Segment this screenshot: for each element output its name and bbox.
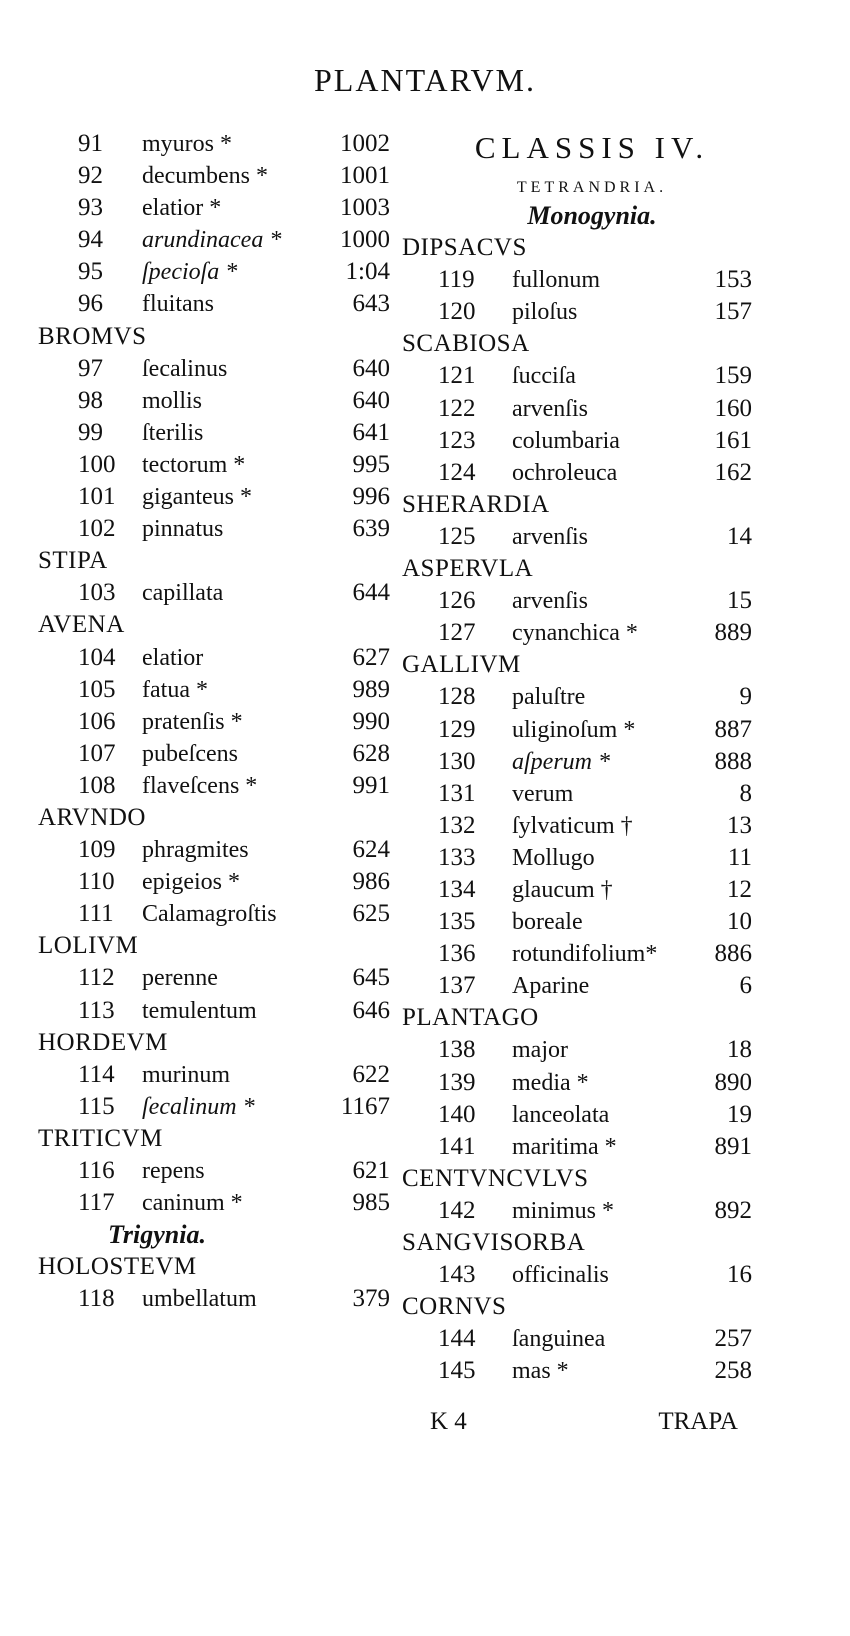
page-reference: 887 bbox=[714, 715, 752, 743]
index-entry bbox=[402, 1034, 782, 1066]
index-entry bbox=[402, 1131, 782, 1163]
species-name: columbaria bbox=[512, 427, 620, 454]
species-name: decumbens * bbox=[142, 163, 268, 190]
index-entry bbox=[38, 385, 398, 417]
genus-heading: STIPA bbox=[38, 547, 108, 575]
entry-number: 93 bbox=[78, 194, 103, 222]
page-reference: 1002 bbox=[340, 130, 390, 157]
index-entry bbox=[402, 938, 782, 970]
species-name: verum bbox=[512, 780, 574, 807]
page-reference: 19 bbox=[727, 1100, 752, 1128]
index-entry bbox=[402, 970, 782, 1002]
index-entry bbox=[38, 1059, 398, 1091]
genus-heading: PLANTAGO bbox=[402, 1004, 539, 1032]
page-reference: 628 bbox=[352, 739, 390, 767]
index-entry bbox=[402, 1355, 782, 1387]
entry-number: 139 bbox=[438, 1068, 476, 1096]
index-entry bbox=[38, 513, 398, 545]
index-entry bbox=[402, 842, 782, 874]
entry-number: 123 bbox=[438, 426, 476, 454]
entry-number: 136 bbox=[438, 940, 476, 968]
entry-number: 102 bbox=[78, 515, 116, 543]
page-reference: 996 bbox=[352, 483, 390, 511]
entry-number: 128 bbox=[438, 683, 476, 711]
page-reference: 889 bbox=[714, 619, 752, 647]
left-column bbox=[38, 128, 398, 1315]
page-reference: 990 bbox=[352, 707, 390, 735]
entry-number: 114 bbox=[78, 1060, 115, 1088]
section-heading: Trigynia. bbox=[108, 1220, 206, 1250]
page-reference: 1003 bbox=[340, 194, 390, 222]
entry-number: 113 bbox=[78, 996, 115, 1024]
species-name: pinnatus bbox=[142, 516, 224, 543]
entry-number: 97 bbox=[78, 354, 103, 382]
species-name: rotundifolium* bbox=[512, 941, 658, 968]
genus-heading: ASPERVLA bbox=[402, 555, 534, 583]
page-reference: 153 bbox=[714, 266, 752, 294]
index-entry bbox=[38, 192, 398, 224]
entry-number: 106 bbox=[78, 707, 116, 735]
section-heading: Monogynia. bbox=[527, 201, 657, 230]
index-entry bbox=[38, 256, 398, 288]
entry-number: 101 bbox=[78, 483, 116, 511]
entry-number: 127 bbox=[438, 619, 476, 647]
index-entry bbox=[38, 866, 398, 898]
entry-number: 140 bbox=[438, 1100, 476, 1128]
page-reference: 991 bbox=[352, 771, 390, 799]
page-reference: 643 bbox=[352, 290, 390, 318]
entry-number: 124 bbox=[438, 458, 476, 486]
entry-number: 109 bbox=[78, 836, 116, 864]
genus-heading: SANGVISORBA bbox=[402, 1229, 586, 1256]
page-reference: 640 bbox=[352, 386, 390, 414]
genus-heading: CENTVNCVLVS bbox=[402, 1164, 589, 1192]
species-name: epigeios * bbox=[142, 869, 240, 896]
species-name: mollis bbox=[142, 387, 203, 414]
page-reference: 645 bbox=[352, 964, 390, 992]
species-name: repens bbox=[142, 1158, 205, 1184]
species-name: flaveſcens * bbox=[142, 772, 258, 799]
index-entry bbox=[402, 874, 782, 906]
page-reference: 985 bbox=[352, 1189, 390, 1217]
page-reference: 989 bbox=[352, 675, 390, 703]
page-header-title: PLANTARVM. bbox=[314, 62, 536, 98]
index-entry bbox=[402, 810, 782, 842]
entry-number: 125 bbox=[438, 522, 476, 550]
index-entry bbox=[38, 706, 398, 738]
index-entry bbox=[402, 1259, 782, 1291]
entry-number: 107 bbox=[78, 739, 116, 767]
species-name: arvenſis bbox=[512, 395, 588, 422]
index-entry bbox=[38, 1091, 398, 1123]
species-name: perenne bbox=[142, 965, 218, 992]
page-reference: 639 bbox=[352, 515, 390, 543]
entry-number: 138 bbox=[438, 1036, 476, 1064]
page-reference: 11 bbox=[727, 843, 752, 871]
species-name: mas * bbox=[512, 1358, 569, 1385]
species-name: fatua * bbox=[142, 676, 208, 703]
entry-number: 119 bbox=[438, 266, 475, 294]
species-name: elatior * bbox=[142, 195, 222, 222]
index-entry bbox=[38, 995, 398, 1027]
index-entry bbox=[38, 1155, 398, 1187]
entry-number: 135 bbox=[438, 908, 476, 936]
page-reference: 622 bbox=[352, 1060, 390, 1088]
entry-number: 115 bbox=[78, 1092, 115, 1120]
species-name: pubeſcens bbox=[142, 740, 238, 767]
index-entry bbox=[402, 585, 782, 617]
index-entry bbox=[38, 770, 398, 802]
entry-number: 137 bbox=[438, 972, 476, 1000]
species-name: elatior bbox=[142, 644, 204, 671]
index-entry bbox=[38, 834, 398, 866]
entry-number: 100 bbox=[78, 450, 116, 478]
entry-number: 110 bbox=[78, 868, 115, 896]
page-reference: 644 bbox=[352, 579, 390, 607]
signature-mark: K 4 bbox=[430, 1408, 467, 1435]
index-entry bbox=[38, 1187, 398, 1219]
genus-heading: HOLOSTEVM bbox=[38, 1253, 197, 1281]
entry-number: 145 bbox=[438, 1357, 476, 1385]
index-entry bbox=[402, 521, 782, 553]
entry-number: 105 bbox=[78, 675, 116, 703]
page-reference: 379 bbox=[352, 1285, 390, 1313]
index-entry bbox=[402, 264, 782, 296]
page-reference: 12 bbox=[727, 875, 752, 903]
entry-number: 98 bbox=[78, 386, 103, 414]
index-entry bbox=[38, 353, 398, 385]
species-name: paluſtre bbox=[512, 684, 586, 711]
entry-number: 134 bbox=[438, 875, 476, 903]
entry-number: 118 bbox=[78, 1285, 115, 1313]
page-reference: 892 bbox=[714, 1196, 752, 1224]
page-reference: 157 bbox=[714, 298, 752, 326]
species-name: uliginoſum * bbox=[512, 716, 636, 743]
entry-number: 130 bbox=[438, 747, 476, 775]
entry-number: 92 bbox=[78, 162, 103, 190]
page-reference: 6 bbox=[739, 972, 752, 1000]
page-reference: 16 bbox=[727, 1261, 752, 1289]
species-name: maritima * bbox=[512, 1133, 617, 1160]
index-entry bbox=[402, 1067, 782, 1099]
page-reference: 646 bbox=[352, 996, 390, 1024]
index-entry bbox=[38, 962, 398, 994]
species-name: temulentum bbox=[142, 997, 257, 1024]
page-reference: 986 bbox=[352, 868, 390, 896]
species-name: capillata bbox=[142, 580, 224, 607]
species-name: Calamagroſtis bbox=[142, 901, 277, 928]
entry-number: 91 bbox=[78, 130, 103, 157]
page-reference: 995 bbox=[352, 450, 390, 478]
index-entry bbox=[38, 481, 398, 513]
page-reference: 627 bbox=[352, 643, 390, 671]
species-name: lanceolata bbox=[512, 1101, 610, 1128]
species-name: ſterilis bbox=[142, 419, 204, 446]
genus-heading: DIPSACVS bbox=[402, 234, 527, 262]
entry-number: 132 bbox=[438, 811, 476, 839]
entry-number: 133 bbox=[438, 843, 476, 871]
species-name: glaucum † bbox=[512, 876, 613, 903]
page-reference: 162 bbox=[714, 458, 752, 486]
species-name: arvenſis bbox=[512, 523, 588, 550]
index-entry bbox=[402, 778, 782, 810]
page-reference: 13 bbox=[727, 811, 752, 839]
index-entry bbox=[38, 577, 398, 609]
page-reference: 888 bbox=[714, 747, 752, 775]
index-entry bbox=[402, 1099, 782, 1131]
right-column bbox=[402, 128, 782, 1387]
page-reference: 161 bbox=[714, 426, 752, 454]
species-name: major bbox=[512, 1037, 568, 1064]
species-name: ſucciſa bbox=[512, 363, 576, 390]
entry-number: 121 bbox=[438, 362, 476, 390]
entry-number: 117 bbox=[78, 1189, 115, 1217]
page-reference: 160 bbox=[714, 394, 752, 422]
species-name: arundinacea * bbox=[142, 227, 282, 254]
entry-number: 116 bbox=[78, 1157, 115, 1184]
index-entry bbox=[402, 617, 782, 649]
index-entry bbox=[38, 898, 398, 930]
page-reference: 14 bbox=[727, 522, 752, 550]
index-entry bbox=[402, 393, 782, 425]
entry-number: 129 bbox=[438, 715, 476, 743]
classis-heading: CLASSIS IV. bbox=[474, 130, 710, 165]
species-name: phragmites bbox=[142, 837, 249, 864]
index-entry bbox=[38, 128, 398, 160]
index-entry bbox=[402, 296, 782, 328]
species-name: pratenſis * bbox=[142, 708, 243, 735]
species-name: aſperum * bbox=[512, 748, 610, 775]
species-name: caninum * bbox=[142, 1190, 243, 1217]
species-name: ſecalinus bbox=[142, 355, 228, 382]
index-entry bbox=[38, 738, 398, 770]
catchword: TRAPA bbox=[658, 1408, 738, 1435]
page-reference: 15 bbox=[727, 587, 752, 615]
index-entry bbox=[402, 1323, 782, 1355]
page-footer bbox=[430, 1408, 770, 1440]
entry-number: 142 bbox=[438, 1196, 476, 1224]
page-reference: 8 bbox=[739, 779, 752, 807]
page-reference: 1001 bbox=[340, 162, 390, 190]
species-name: murinum bbox=[142, 1061, 230, 1088]
species-name: media * bbox=[512, 1069, 589, 1096]
index-entry bbox=[402, 360, 782, 392]
page-reference: 891 bbox=[714, 1132, 752, 1160]
index-entry bbox=[38, 642, 398, 674]
entry-number: 111 bbox=[78, 900, 114, 928]
species-name: ochroleuca bbox=[512, 459, 618, 486]
species-name: Aparine bbox=[512, 973, 590, 1000]
index-entry bbox=[38, 160, 398, 192]
page-reference: 10 bbox=[727, 908, 752, 936]
index-entry bbox=[38, 224, 398, 256]
entry-number: 122 bbox=[438, 394, 476, 422]
species-name: piloſus bbox=[512, 299, 578, 326]
index-entry bbox=[402, 457, 782, 489]
entry-number: 143 bbox=[438, 1261, 476, 1289]
species-name: umbellatum bbox=[142, 1286, 257, 1313]
page-reference: 9 bbox=[739, 683, 752, 711]
species-name: arvenſis bbox=[512, 588, 588, 615]
species-name: myuros * bbox=[142, 131, 232, 157]
index-entry bbox=[38, 288, 398, 320]
page-reference: 890 bbox=[714, 1068, 752, 1096]
entry-number: 94 bbox=[78, 226, 103, 254]
index-entry bbox=[402, 906, 782, 938]
index-entry bbox=[38, 1283, 398, 1315]
entry-number: 104 bbox=[78, 643, 116, 671]
index-entry bbox=[38, 417, 398, 449]
genus-heading: TRITICVM bbox=[38, 1124, 163, 1152]
page-reference: 1167 bbox=[340, 1092, 390, 1120]
page-reference: 257 bbox=[714, 1325, 752, 1353]
page-reference: 641 bbox=[352, 418, 390, 446]
species-name: Mollugo bbox=[512, 844, 595, 871]
tetrandria-heading: TETRANDRIA. bbox=[516, 179, 668, 196]
genus-heading: SHERARDIA bbox=[402, 490, 550, 518]
page-reference: 159 bbox=[714, 362, 752, 390]
species-name: boreale bbox=[512, 909, 583, 936]
species-name: fullonum bbox=[512, 267, 600, 294]
genus-heading: BROMVS bbox=[38, 322, 147, 350]
species-name: fluitans bbox=[142, 291, 214, 318]
species-name: ſylvaticum † bbox=[512, 812, 633, 839]
entry-number: 112 bbox=[78, 964, 115, 992]
entry-number: 141 bbox=[438, 1132, 476, 1160]
index-entry bbox=[402, 714, 782, 746]
entry-number: 103 bbox=[78, 579, 116, 607]
page-reference: 1:04 bbox=[345, 258, 390, 286]
genus-heading: GALLIVM bbox=[402, 651, 521, 679]
page-reference: 625 bbox=[352, 900, 390, 928]
page-reference: 886 bbox=[714, 940, 752, 968]
index-entry bbox=[402, 746, 782, 778]
page-reference: 640 bbox=[352, 354, 390, 382]
genus-heading: AVENA bbox=[38, 611, 125, 639]
species-name: tectorum * bbox=[142, 451, 246, 478]
index-entry bbox=[38, 674, 398, 706]
species-name: ſpecioſa * bbox=[142, 259, 238, 286]
page-reference: 624 bbox=[352, 836, 390, 864]
entry-number: 120 bbox=[438, 298, 476, 326]
index-entry bbox=[38, 449, 398, 481]
entry-number: 131 bbox=[438, 779, 476, 807]
index-entry bbox=[402, 1195, 782, 1227]
genus-heading: SCABIOSA bbox=[402, 330, 530, 358]
entry-number: 144 bbox=[438, 1325, 476, 1353]
genus-heading: ARVNDO bbox=[38, 803, 146, 831]
genus-heading: CORNVS bbox=[402, 1293, 507, 1321]
page-reference: 1000 bbox=[340, 226, 390, 254]
page-reference: 18 bbox=[727, 1036, 752, 1064]
index-entry bbox=[402, 681, 782, 713]
index-entry bbox=[402, 425, 782, 457]
entry-number: 126 bbox=[438, 587, 476, 615]
page-reference: 258 bbox=[714, 1357, 752, 1385]
page-reference: 621 bbox=[352, 1157, 390, 1184]
species-name: cynanchica * bbox=[512, 620, 638, 647]
species-name: ſanguinea bbox=[512, 1326, 606, 1353]
entry-number: 95 bbox=[78, 258, 103, 286]
species-name: giganteus * bbox=[142, 484, 252, 511]
entry-number: 96 bbox=[78, 290, 103, 318]
entry-number: 108 bbox=[78, 771, 116, 799]
species-name: minimus * bbox=[512, 1197, 615, 1224]
species-name: ſecalinum * bbox=[142, 1093, 255, 1120]
entry-number: 99 bbox=[78, 418, 103, 446]
species-name: officinalis bbox=[512, 1262, 609, 1289]
genus-heading: LOLIVM bbox=[38, 932, 139, 960]
genus-heading: HORDEVM bbox=[38, 1028, 168, 1056]
